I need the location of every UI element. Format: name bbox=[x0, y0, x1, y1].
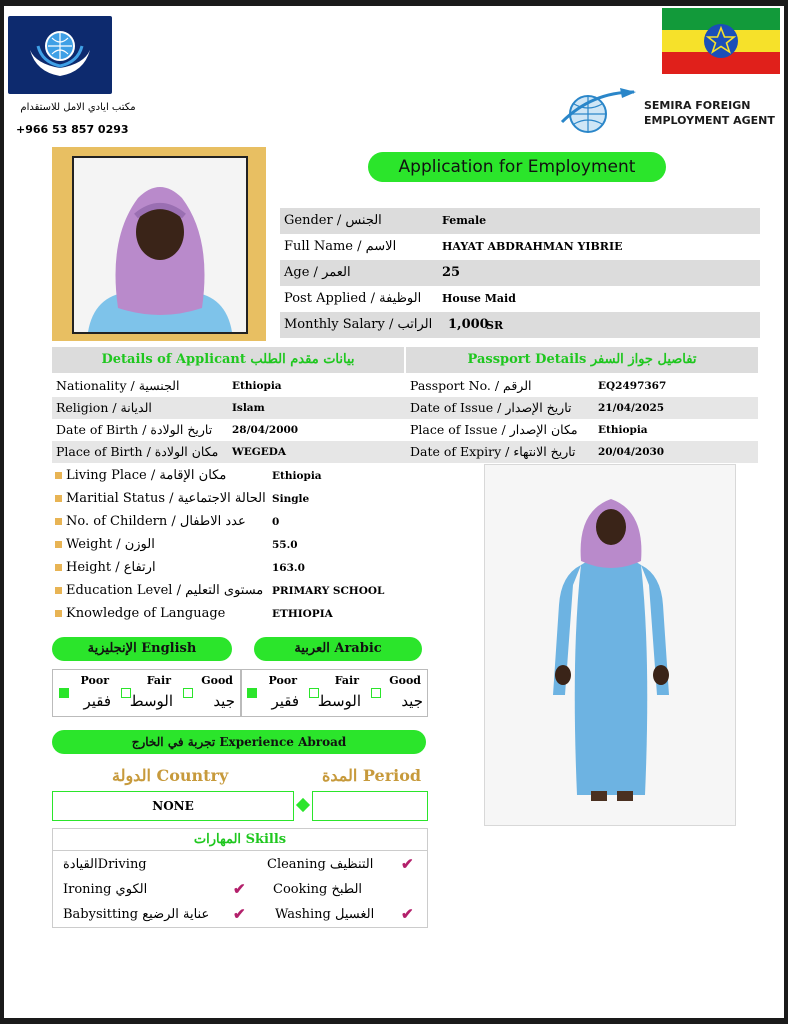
diamond-icon bbox=[296, 798, 310, 812]
bullet-icon bbox=[55, 564, 62, 571]
check-icon: ✔ bbox=[233, 905, 246, 923]
personal-row-children: No. of Childern / عدد الاطفال 0 bbox=[52, 511, 432, 533]
check-icon: ✔ bbox=[233, 880, 246, 898]
skill-washing: Washing الغسيل bbox=[275, 907, 375, 922]
info-row-gender: Gender / الجنس Female bbox=[280, 208, 760, 234]
check-icon: ✔ bbox=[401, 855, 414, 873]
skill-driving: القيادةDriving bbox=[63, 857, 147, 872]
portrait-photo-frame bbox=[52, 147, 266, 341]
application-form bbox=[4, 6, 784, 1018]
arabic-level-box bbox=[240, 669, 428, 717]
personal-row-living-place: Living Place / مكان الإقامة Ethiopia bbox=[52, 465, 432, 487]
personal-row-education: Education Level / مستوى التعليم PRIMARY SCHOOL bbox=[52, 580, 432, 602]
passport-details-header: Passport Details تفاصيل جواز السفر bbox=[406, 347, 758, 373]
info-row-age: Age / العمر 25 bbox=[280, 260, 760, 286]
bullet-icon bbox=[55, 472, 62, 479]
info-row-salary: Monthly Salary / الراتب 1,000 SR bbox=[280, 312, 760, 338]
details-row-4: Place of Birth / مكان الولادة WEGEDA Date of Expiry / تاريخ الانتهاء 20/04/2030 bbox=[52, 441, 758, 463]
arabic-level-good: Good جيد bbox=[365, 670, 427, 716]
bullet-icon bbox=[55, 587, 62, 594]
bullet-icon bbox=[55, 495, 62, 502]
applicant-details-header: Details of Applicant بيانات مقدم الطلب bbox=[52, 347, 404, 373]
bullet-icon bbox=[55, 610, 62, 617]
personal-row-language: Knowledge of Language ETHIOPIA bbox=[52, 603, 432, 625]
english-level-poor: Poor فقير bbox=[53, 670, 115, 716]
ethiopia-flag bbox=[662, 8, 780, 74]
checkbox-checked-icon bbox=[247, 688, 257, 698]
english-title: الإنجليزية English bbox=[52, 637, 232, 661]
details-row-3: Date of Birth / تاريخ الولادة 28/04/2000 Place of Issue / مكان الإصدار Ethiopia bbox=[56, 422, 648, 437]
english-level-box bbox=[52, 669, 242, 717]
country-label: الدولة Country bbox=[112, 766, 229, 785]
bullet-icon bbox=[55, 518, 62, 525]
personal-row-height: Height / ارتفاع 163.0 bbox=[52, 557, 432, 579]
skills-title: المهارات Skills bbox=[53, 829, 427, 851]
info-row-full-name: Full Name / الاسم HAYAT ABDRAHMAN YIBRIE bbox=[284, 239, 623, 254]
agent-name: SEMIRA FOREIGN EMPLOYMENT AGENT bbox=[644, 99, 775, 127]
skill-cooking: Cooking الطبخ bbox=[273, 882, 363, 897]
english-level-good: Good جيد bbox=[177, 670, 239, 716]
experience-title: تجربة في الخارج Experience Abroad bbox=[52, 730, 426, 754]
details-row-1: Nationality / الجنسية Ethiopia Passport No. / الرقم EQ2497367 bbox=[56, 378, 667, 393]
arabic-level-poor: Poor فقير bbox=[241, 670, 303, 716]
agent-globe-logo bbox=[558, 84, 638, 136]
arabic-level-fair: Fair الوسط bbox=[303, 670, 365, 716]
period-value bbox=[312, 791, 428, 821]
info-row-post-applied: Post Applied / الوظيفة House Maid bbox=[284, 291, 516, 306]
checkbox-icon bbox=[183, 688, 193, 698]
skill-babysitting: Babysitting عناية الرضيع bbox=[63, 907, 210, 922]
skill-cleaning: Cleaning التنظيف bbox=[267, 857, 374, 872]
bullet-icon bbox=[55, 541, 62, 548]
english-level-fair: Fair الوسط bbox=[115, 670, 177, 716]
office-logo bbox=[8, 16, 112, 94]
checkbox-checked-icon bbox=[59, 688, 69, 698]
personal-row-marital-status: Maritial Status / الحالة الاجتماعية Single bbox=[52, 488, 432, 510]
checkbox-icon bbox=[371, 688, 381, 698]
form-title: Application for Employment bbox=[368, 152, 666, 182]
check-icon: ✔ bbox=[401, 905, 414, 923]
portrait-photo bbox=[72, 156, 248, 334]
details-row-2: Religion / الديانة Islam Date of Issue / تاريخ الإصدار 21/04/2025 bbox=[52, 397, 758, 419]
period-label: المدة Period bbox=[322, 766, 422, 785]
office-name: مكتب ايادي الامل للاستقدام bbox=[20, 102, 136, 113]
skill-ironing: Ironing الكوي bbox=[63, 882, 148, 897]
arabic-title: العربية Arabic bbox=[254, 637, 422, 661]
country-value: NONE bbox=[52, 791, 294, 821]
skills-panel bbox=[52, 828, 428, 928]
personal-row-weight: Weight / الوزن 55.0 bbox=[52, 534, 432, 556]
office-phone: +966 53 857 0293 bbox=[16, 123, 129, 136]
full-body-photo bbox=[484, 464, 736, 826]
